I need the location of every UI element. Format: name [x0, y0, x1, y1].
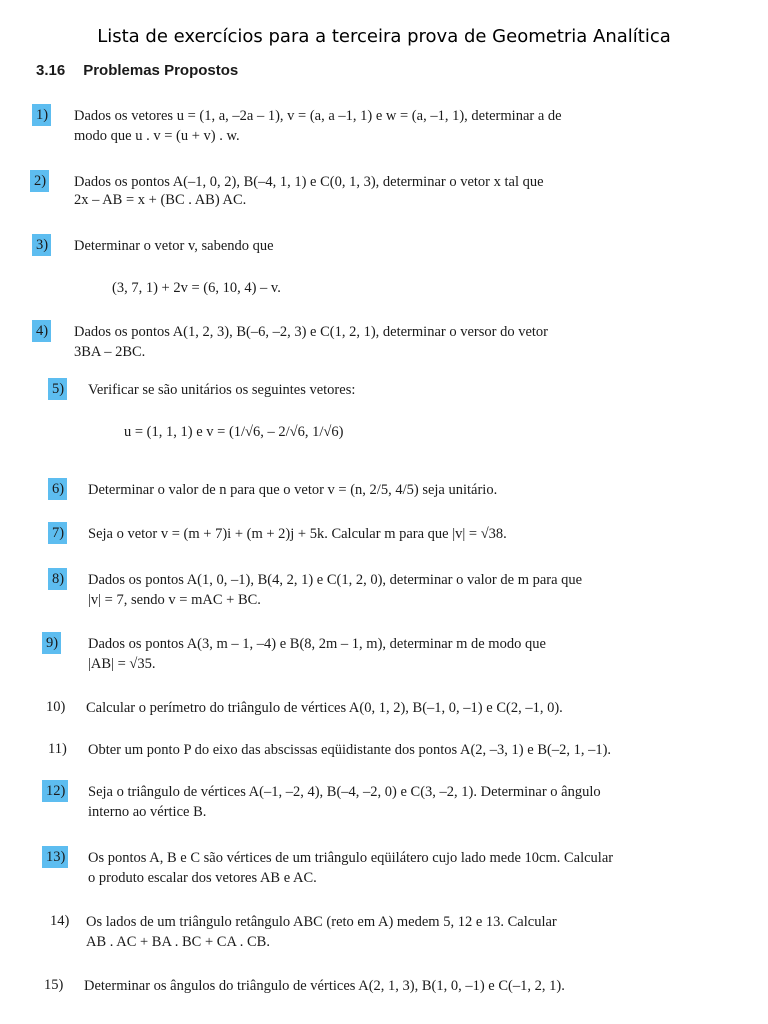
exercise-statement-continued: AB . AC + BA . BC + CA . CB.: [86, 934, 270, 950]
exercise-statement-continued: interno ao vértice B.: [88, 804, 207, 820]
exercise-11: [44, 738, 734, 762]
exercise-number: 11): [48, 741, 67, 757]
exercise-5: [48, 378, 728, 458]
exercise-number: 14): [50, 913, 70, 929]
exercise-13: [42, 846, 732, 888]
exercise-number: 13): [42, 846, 68, 868]
exercise-statement-continued: 2x – AB = x + (BC . AB) AC.: [74, 192, 247, 208]
document-title: Lista de exercícios para a terceira prova de Geometria Analítica: [97, 26, 671, 47]
exercise-number: 12): [42, 780, 68, 802]
exercise-statement: Dados os pontos A(3, m – 1, –4) e B(8, 2m – 1, m), determinar m de modo que: [88, 636, 546, 652]
exercise-3: [32, 234, 732, 296]
exercise-14: [46, 910, 736, 952]
exercise-statement-continued: |AB| = √35.: [88, 656, 156, 672]
exercise-12: [42, 780, 732, 822]
exercise-number: 9): [42, 632, 61, 654]
exercise-statement: Verificar se são unitários os seguintes vetores:: [88, 382, 356, 398]
exercise-statement: Obter um ponto P do eixo das abscissas eqüidistante dos pontos A(2, –3, 1) e B(–2, 1, –1).: [88, 742, 612, 758]
exercise-number: 10): [46, 699, 66, 715]
exercise-6: [48, 478, 728, 502]
exercise-number: 5): [48, 378, 67, 400]
exercise-statement: Os pontos A, B e C são vértices de um triângulo eqüilátero cujo lado mede 10cm. Calcular: [88, 850, 614, 866]
section-number: 3.16: [36, 62, 66, 79]
exercise-statement: Calcular o perímetro do triângulo de vértices A(0, 1, 2), B(–1, 0, –1) e C(2, –1, 0).: [86, 700, 563, 716]
exercise-number: 4): [32, 320, 51, 342]
section-heading: [36, 62, 238, 79]
exercise-number: 2): [30, 170, 49, 192]
exercise-statement: Seja o triângulo de vértices A(–1, –2, 4), B(–4, –2, 0) e C(3, –2, 1). Determinar o ângulo: [88, 784, 601, 800]
exercise-8: [48, 568, 728, 610]
exercise-statement: Dados os vetores u = (1, a, –2a – 1), v = (a, a –1, 1) e w = (a, –1, 1), determinar a de: [74, 108, 562, 124]
section-title: Problemas Propostos: [83, 62, 239, 79]
exercise-statement-continued: |v| = 7, sendo v = mAC + BC.: [88, 592, 261, 608]
exercise-statement: Os lados de um triângulo retângulo ABC (reto em A) medem 5, 12 e 13. Calcular: [86, 914, 557, 930]
exercise-number: 15): [44, 977, 64, 993]
exercise-statement: Determinar o vetor v, sabendo que: [74, 238, 274, 254]
exercise-statement: Seja o vetor v = (m + 7)i + (m + 2)j + 5k. Calcular m para que |v| = √38.: [88, 526, 507, 542]
exercise-number: 3): [32, 234, 51, 256]
exercise-number: 7): [48, 522, 67, 544]
exercise-2: [30, 170, 730, 212]
exercise-number: 1): [32, 104, 51, 126]
exercise-7: [48, 522, 728, 546]
exercise-statement: Determinar o valor de n para que o vetor v = (n, 2/5, 4/5) seja unitário.: [88, 482, 498, 498]
exercise-statement: Dados os pontos A(–1, 0, 2), B(–4, 1, 1) e C(0, 1, 3), determinar o vetor x tal que: [74, 174, 544, 190]
exercise-statement-continued: 3BA – 2BC.: [74, 344, 146, 360]
exercise-4: [32, 320, 732, 362]
exercise-1: [32, 104, 732, 146]
exercise-10: [42, 696, 732, 720]
exercise-statement: Dados os pontos A(1, 2, 3), B(–6, –2, 3) e C(1, 2, 1), determinar o versor do vetor: [74, 324, 548, 340]
exercise-statement-continued: o produto escalar dos vetores AB e AC.: [88, 870, 317, 886]
exercise-9: [42, 632, 732, 674]
exercise-number: 6): [48, 478, 67, 500]
exercise-statement: Dados os pontos A(1, 0, –1), B(4, 2, 1) e C(1, 2, 0), determinar o valor de m para que: [88, 572, 583, 588]
exercise-statement: Determinar os ângulos do triângulo de vértices A(2, 1, 3), B(1, 0, –1) e C(–1, 2, 1).: [84, 978, 565, 994]
exercise-statement-continued: modo que u . v = (u + v) . w.: [74, 128, 240, 144]
exercise-15: [40, 974, 730, 998]
exercise-equation: (3, 7, 1) + 2v = (6, 10, 4) – v.: [112, 280, 281, 296]
exercise-number: 8): [48, 568, 67, 590]
exercise-equation: u = (1, 1, 1) e v = (1/√6, – 2/√6, 1/√6): [124, 424, 344, 440]
